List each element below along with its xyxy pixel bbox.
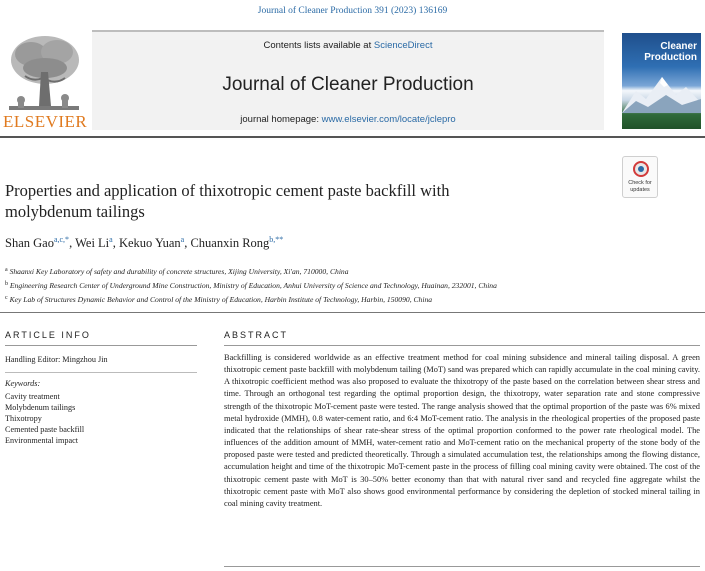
author-affiliation-marker[interactable]: a [109,235,113,244]
elsevier-wordmark: ELSEVIER [3,112,88,131]
author-affiliation-marker[interactable]: a,c,* [53,235,70,244]
affiliation-text: Engineering Research Center of Underground Mine Construction, Ministry of Education, Anhui University of Science and Technology, Huainan, 232001, China [8,281,497,290]
keywords-list [5,391,84,446]
cover-title-line-2: Production [644,52,697,63]
contents-line [92,40,604,51]
check-for-updates-button[interactable] [622,156,658,198]
article-title-line-2: molybdenum tailings [5,202,145,221]
abstract-divider [224,345,700,346]
affiliation-item [5,264,497,278]
affiliation-list [5,264,497,306]
cover-title-line-1: Cleaner [660,41,697,52]
author-affiliation-marker[interactable]: b,** [269,235,284,244]
header-divider [0,136,705,138]
journal-masthead [92,30,604,130]
homepage-line [92,114,604,125]
affiliation-divider [0,312,705,313]
article-title-line-1: Properties and application of thixotropic cement paste backfill with [5,181,450,200]
homepage-prefix: journal homepage: [240,114,322,125]
check-updates-icon [633,161,649,177]
journal-cover-image[interactable] [622,33,701,129]
keyword-item[interactable]: Molybdenum tailings [5,403,76,412]
author-name[interactable]: Chuanxin Rong [190,236,270,250]
journal-name: Journal of Cleaner Production [222,74,474,95]
contents-prefix: Contents lists available at [263,40,374,51]
author-separator: , [69,236,76,250]
keyword-item[interactable]: Thixotropy [5,414,42,423]
journal-homepage-link[interactable]: www.elsevier.com/locate/jclepro [321,114,456,125]
author-name[interactable]: Shan Gao [5,236,54,250]
keywords-heading: Keywords: [5,379,41,388]
handling-editor: Handling Editor: Mingzhou Jin [5,355,108,364]
affiliation-item [5,292,497,306]
abstract-text: Backfilling is considered worldwide as an effective treatment method for coal mining subsidence and mineral tailing disposal. A green thixotropic cement paste backfill with molybdenum tailing (MoT) sand was prepared which can rapidly accumulate in the coal mining cavity. A thixotropic coefficient method was also proposed to evaluate the thixotropy of the paste based on the correlation between shear stress and time. Through an orthogonal test regarding the optimal proportion design, the thixotropy, water separation rate and stone compressive strength of the thixotropic MoT-cement paste were tested. The range analysis showed that the optimal proportion of the paste was 6% mixed metal hydroxide (MMH), 0.8 water-cement ratio, and 6:4 MoT-cement ratio. The analysis in the rheological properties of the proposed paste indicated that the relationships of shear rate-shear stress of the optimal proportion conformed to the power rate rheological model. The influences of the addition amount of MMH, water-cement ratio and MoT-cement ratio on the mechanical property of the stone body of the proposed paste were tested and predicted theoretically. Through a simulated accumulation test, the relationships among the flowing distance, accumulation height and time of the thixotropic MoT-cement paste in the process of filling coal mining cavity were obtained. The cost of the thixotropic cement paste with MoT is 30–50% better economy than that with natural river sand and recycled fine aggregate whilst the thixotropic cement paste with MoT also shows good environmental performance by considering the depletion of stocked mineral tailing in coal mining cavity treatment. [224,353,700,508]
keywords-divider [5,372,197,373]
author-name[interactable]: Kekuo Yuan [118,236,181,250]
author-name[interactable]: Wei Li [75,236,110,250]
abstract-bottom-divider [224,566,700,567]
cover-title [644,41,697,63]
keyword-item[interactable]: Environmental impact [5,436,78,445]
article-info-divider [5,345,197,346]
affiliation-marker: a [5,267,8,273]
author-separator: , [112,236,119,250]
affiliation-marker: c [5,295,8,301]
keyword-item[interactable]: Cemented paste backfill [5,425,85,434]
mountain-icon [622,73,701,113]
check-updates-line-2: updates [630,186,650,193]
sciencedirect-link[interactable]: ScienceDirect [373,40,433,51]
affiliation-text: Shaanxi Key Laboratory of safety and durability of concrete structures, Xijing University, Xi'an, 710000, China [7,267,349,276]
author-affiliation-marker[interactable]: a [180,235,185,244]
keyword-item[interactable]: Cavity treatment [5,392,60,401]
author-separator: , [184,236,191,250]
affiliation-item [5,278,497,292]
check-updates-label [623,180,657,193]
author-list [5,235,283,251]
check-updates-line-1: Check for [628,180,652,186]
journal-citation[interactable]: Journal of Cleaner Production 391 (2023) 136169 [257,6,448,16]
tree-illustration-icon [5,32,83,116]
article-title [5,180,605,222]
abstract-heading: ABSTRACT [224,330,289,340]
affiliation-text: Key Lab of Structures Dynamic Behavior and Control of the Ministry of Education, Harbin Institute of Technology, Harbin, 150090, China [7,295,433,304]
article-info-heading: ARTICLE INFO [5,330,91,340]
affiliation-marker: b [5,281,8,287]
